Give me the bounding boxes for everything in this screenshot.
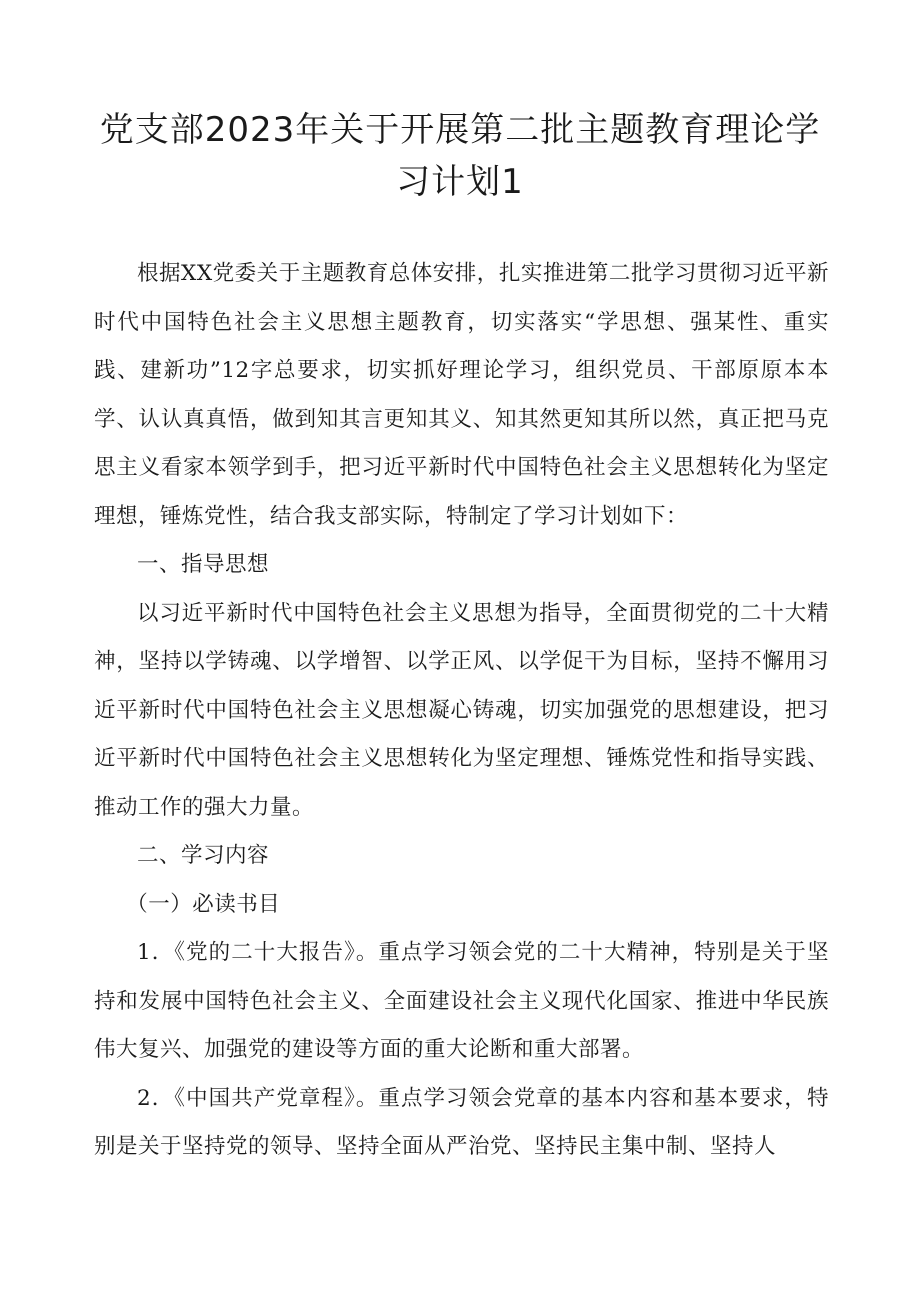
title-line-1: 党支部2023年关于开展第二批主题教育理论学: [99, 110, 821, 150]
subsection-heading-required-reading: （一）必读书目: [126, 891, 281, 917]
title-line-2: 习计划1: [396, 162, 524, 202]
reading-item-2: 2．《中国共产党章程》。重点学习领会党章的基本内容和基本要求，特别是关于坚持党的领导、坚持全面从严治党、坚持民主集中制、坚持人: [94, 1085, 829, 1159]
section-heading-study-content: 二、学习内容: [137, 843, 270, 868]
document-title: [95, 104, 825, 208]
section-heading-guiding-ideology: 一、指导思想: [137, 552, 270, 577]
reading-item-1: 1．《党的二十大报告》。重点学习领会党的二十大精神，特别是关于坚持和发展中国特色社会主义、全面建设社会主义现代化国家、推进中华民族伟大复兴、加强党的建设等方面的重大论断和重大部署。: [94, 940, 829, 1062]
document-body: [94, 250, 829, 1172]
guiding-ideology-paragraph: 以习近平新时代中国特色社会主义思想为指导，全面贯彻党的二十大精神，坚持以学铸魂、以学增智、以学正风、以学促干为目标，坚持不懈用习近平新时代中国特色社会主义思想凝心铸魂，切实加强党的思想建设，把习近平新时代中国特色社会主义思想转化为坚定理想、锤炼党性和指导实践、推动工作的强大力量。: [94, 600, 829, 820]
intro-paragraph: 根据XX党委关于主题教育总体安排，扎实推进第二批学习贯彻习近平新时代中国特色社会主义思想主题教育，切实落实“学思想、强某性、重实践、建新功”12字总要求，切实抓好理论学习，组织党员、干部原原本本学、认认真真悟，做到知其言更知其义、知其然更知其所以然，真正把马克思主义看家本领学到手，把习近平新时代中国特色社会主义思想转化为坚定理想，锤炼党性，结合我支部实际，特制定了学习计划如下：: [94, 261, 829, 529]
